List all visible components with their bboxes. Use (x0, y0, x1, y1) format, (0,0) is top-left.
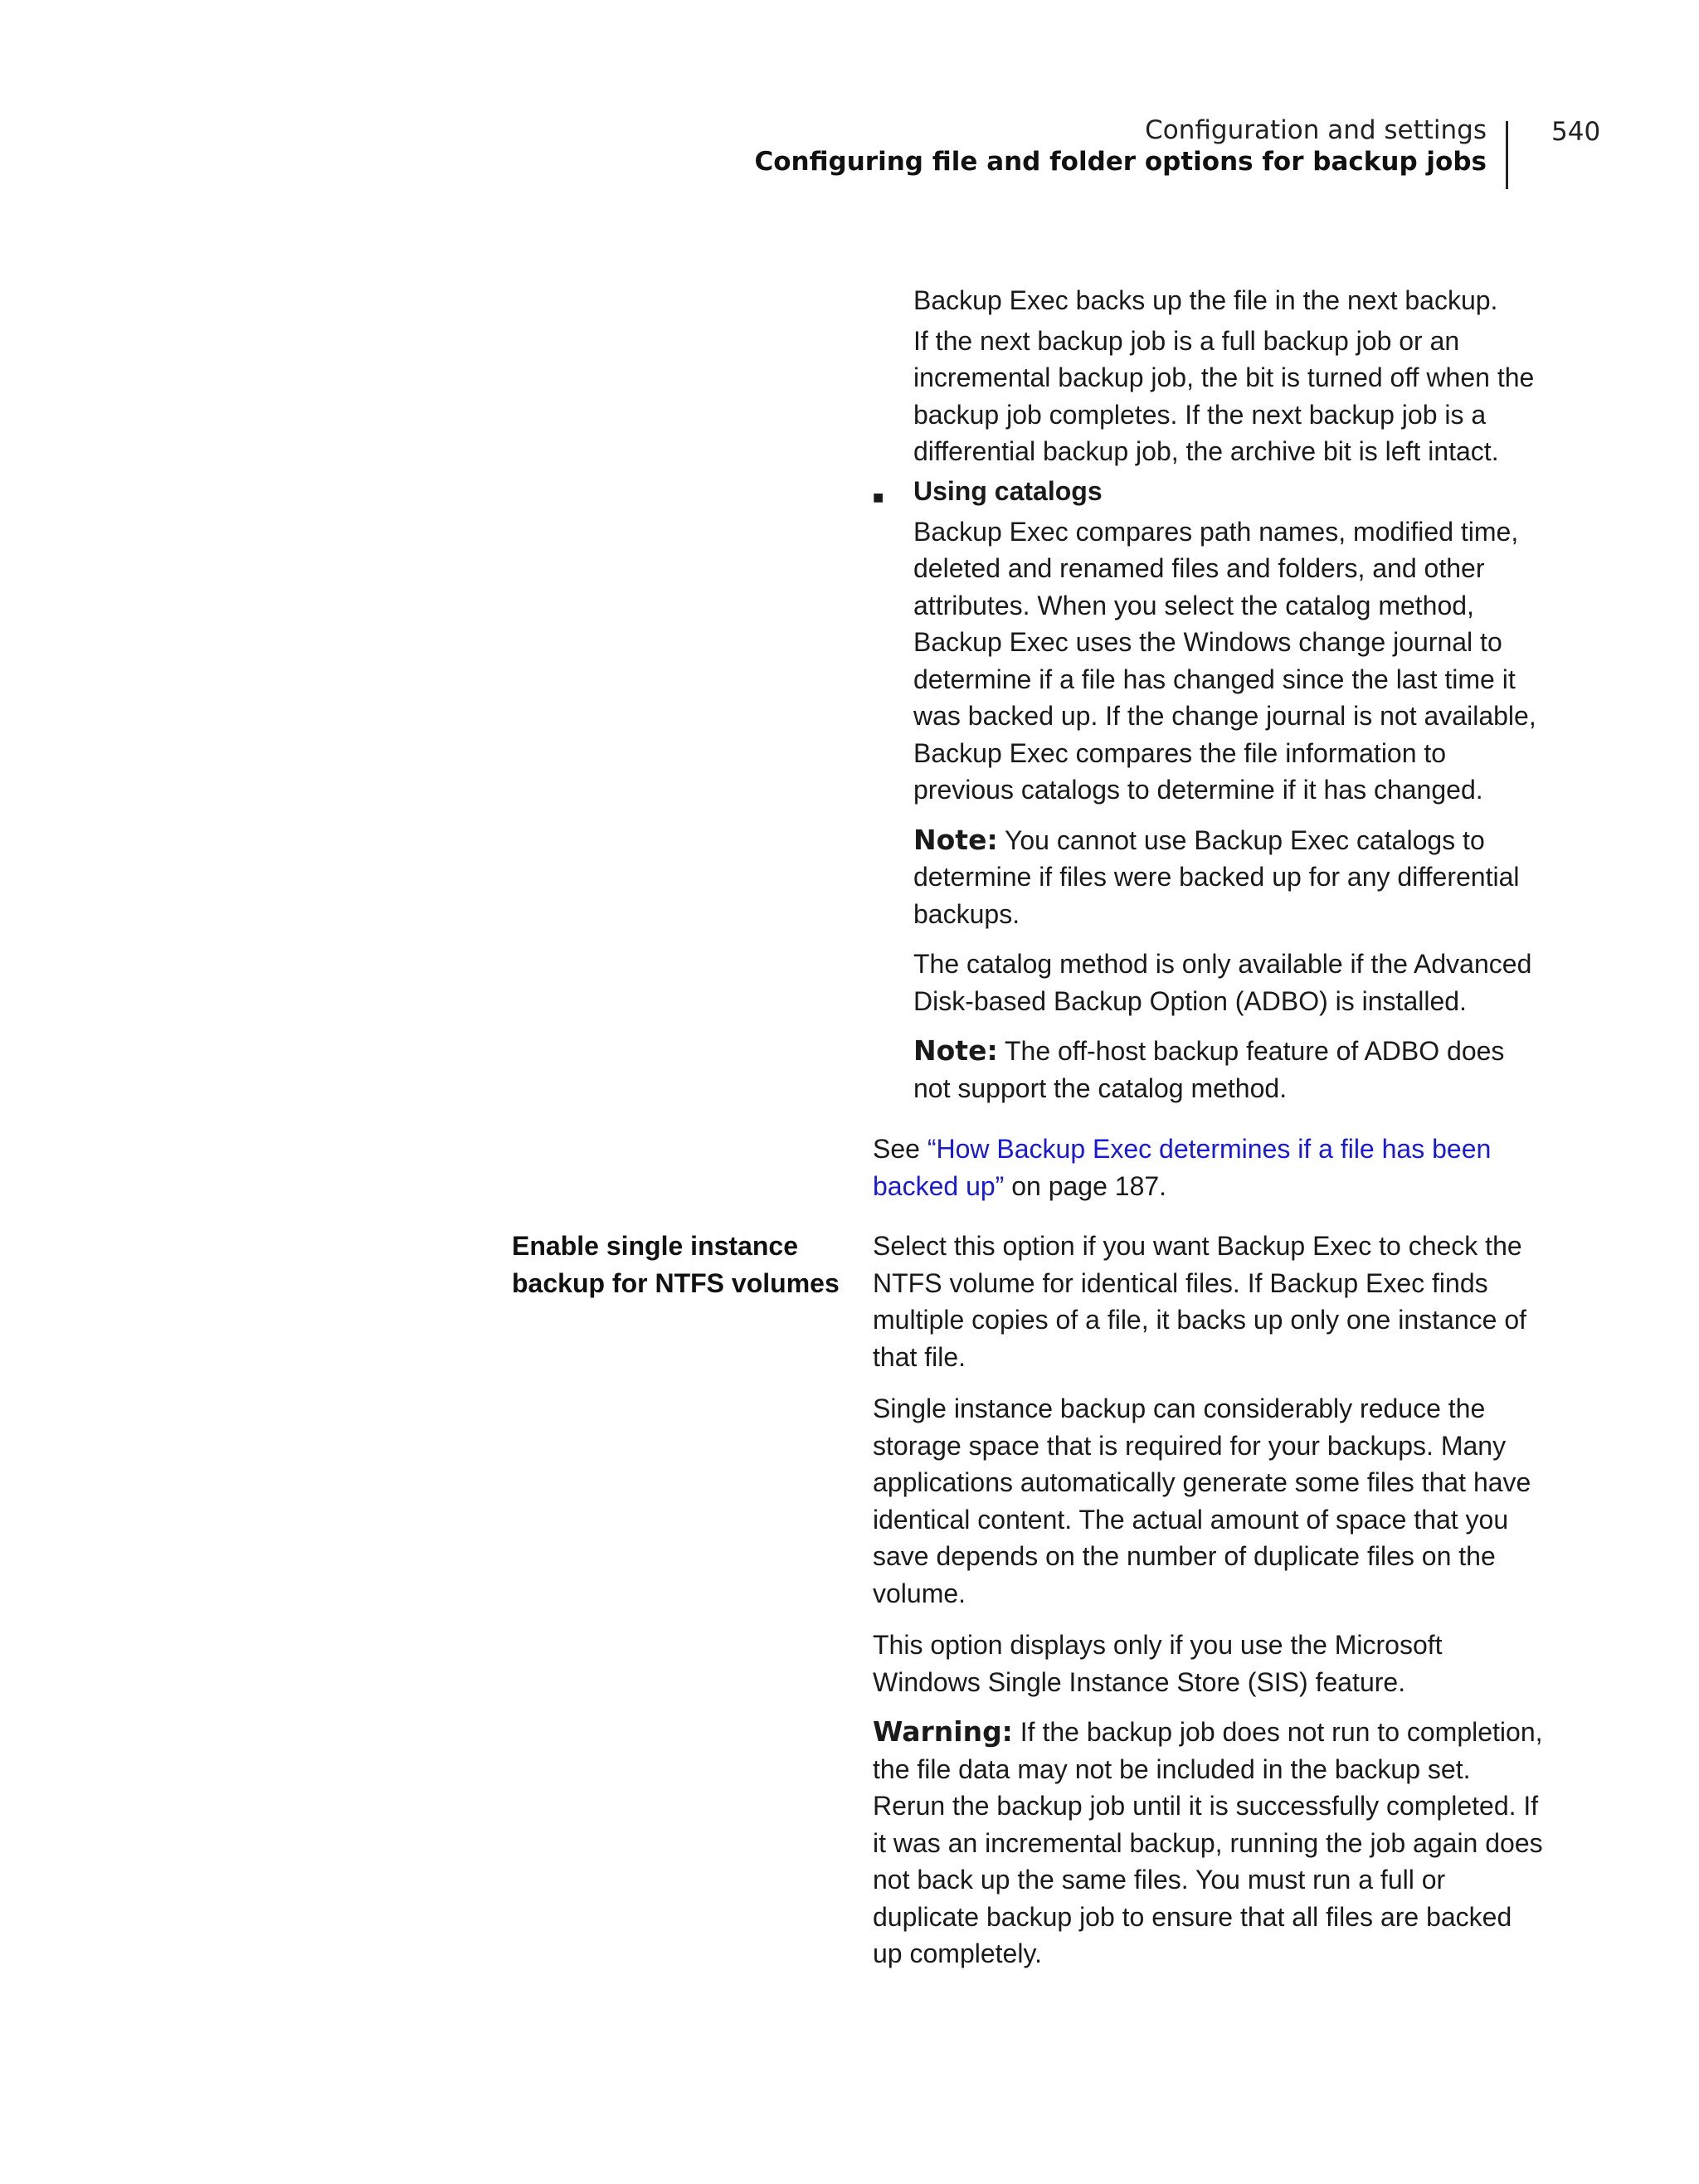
catalogs-note-2 (913, 1033, 1544, 1107)
section-title: Configuring file and folder options for backup jobs (754, 147, 1487, 177)
catalogs-availability: The catalog method is only available if the Advanced Disk-based Backup Option (ADBO) is installed. (913, 949, 1532, 1016)
single-instance-para-1: Select this option if you want Backup Exec to check the NTFS volume for identical files. If Backup Exec finds multiple copies of a file, it backs up only one instance of that file. (873, 1231, 1526, 1372)
page-number: 540 (1551, 117, 1601, 147)
header-text (754, 114, 1487, 178)
catalogs-description: Backup Exec compares path names, modified time, deleted and renamed files and folders, and other attributes. When you select the catalog method, Backup Exec uses the Windows change journal to determine if a file has changed since the last time it was backed up. If the change journal is not available, Backup Exec compares the file information to previous catalogs to determine if it has changed. (913, 516, 1536, 805)
note-label: Note: (913, 823, 998, 856)
warning-paragraph (873, 1714, 1545, 1972)
warning-label: Warning: (873, 1715, 1013, 1748)
note-text: The off-host backup feature of ADBO does not support the catalog method. (913, 1036, 1505, 1103)
archive-bit-continuation (913, 282, 1544, 470)
single-instance-description (873, 1228, 1545, 1972)
note-label: Note: (913, 1034, 998, 1067)
header-divider (1506, 121, 1508, 189)
see-suffix: on page 187. (1004, 1170, 1167, 1201)
archive-line: Backup Exec backs up the file in the next backup. (913, 285, 1498, 315)
see-prefix: See (873, 1134, 927, 1164)
catalogs-note-1 (913, 822, 1544, 933)
single-instance-para-2: Single instance backup can considerably reduce the storage space that is required for your backups. Many applications automatically generate some files that have identical content. The actual amount of space that you save depends on the number of duplicate files on the volume. (873, 1394, 1531, 1608)
catalogs-title: Using catalogs (913, 476, 1103, 506)
archive-paragraph: If the next backup job is a full backup job or an incremental backup job, the bit is turned off when the backup job completes. If the next backup job is a differential backup job, the archive bit is left intact. (913, 325, 1535, 466)
chapter-title: Configuration and settings (1145, 115, 1487, 145)
see-also-text (873, 1131, 1545, 1204)
warning-text: If the backup job does not run to completion, the file data may not be included in the backup set. Rerun the backup job until it is successfully completed. If it was an incremental backup, running the job again does not back up the same files. You must run a full or duplicate backup job to ensure that all files are backed up completely. (873, 1717, 1543, 1968)
note-text: You cannot use Backup Exec catalogs to determine if files were backed up for any differential backups. (913, 824, 1520, 929)
catalogs-item (913, 473, 1544, 1107)
bullet-marker: ■ (873, 487, 884, 508)
see-also-reference (873, 1131, 1545, 1204)
cross-reference-link[interactable]: “How Backup Exec determines if a file has been backed up” (873, 1134, 1492, 1201)
single-instance-para-3: This option displays only if you use the Microsoft Windows Single Instance Store (SIS) feature. (873, 1630, 1443, 1697)
option-label: Enable single instance backup for NTFS volumes (512, 1231, 840, 1298)
